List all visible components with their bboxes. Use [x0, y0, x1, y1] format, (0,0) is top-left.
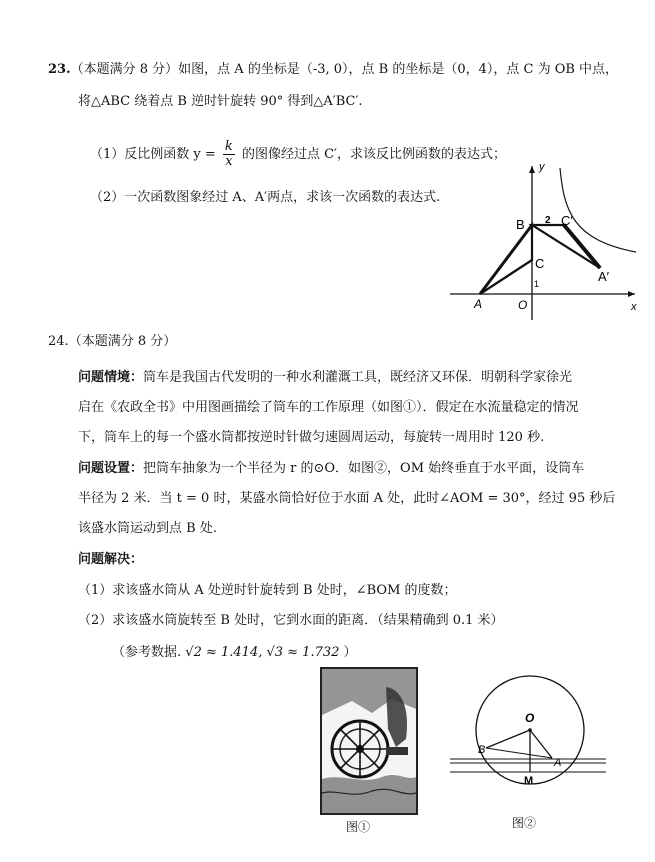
label-Aprime: A′ [598, 269, 610, 284]
q23-header: （本题满分 8 分）如图，点 A 的坐标是（-3, 0），点 B 的坐标是（0，4），点 C 为 OB 中点， [70, 62, 619, 77]
q24-header: （本题满分 8 分） [68, 334, 177, 349]
segment-BA [486, 748, 552, 758]
radius-OA [530, 730, 552, 758]
q24-p1-l1 [78, 366, 572, 385]
q24-p1-title: 问题情境： [78, 370, 144, 385]
q24-circle-figure [448, 672, 608, 812]
q24-number: 24. [48, 334, 69, 349]
q24-reference-data [112, 641, 357, 660]
q24-p2-l1 [78, 457, 584, 476]
q24-ref-label: （参考数据. [112, 645, 182, 660]
fraction-k-over-x [223, 140, 235, 169]
q24-p2-l2: 半径为 2 米．当 t = 0 时，某盛水筒恰好位于水面 A 处，此时∠AOM = 30°，经过 95 秒后 [78, 491, 616, 506]
label-A: A [554, 757, 562, 769]
q24-header-line [48, 330, 176, 349]
label-O: O [525, 711, 535, 725]
fig1-caption: 图① [346, 820, 371, 834]
segment-CpAp [564, 225, 600, 268]
waterwheel-illustration [320, 667, 418, 815]
q23-part1-pre: （1）反比例函数 y = [90, 147, 216, 162]
label-M: M [524, 775, 534, 787]
label-Cprime: C′ [561, 213, 573, 228]
hyperbola-curve [560, 168, 636, 252]
q24-p2-l1-text: 把筒车抽象为一个半径为 r 的⊙O．如图②，OM 始终垂直于水平面，设筒车 [143, 461, 585, 476]
fraction-denominator: x [225, 154, 233, 169]
q24-p1-l3: 下，筒车上的每一个盛水筒都按逆时针做匀速圆周运动，每旋转一周用时 120 秒. [78, 430, 545, 445]
label-1: 1 [534, 279, 540, 289]
segment-AB [480, 225, 532, 294]
label-A: A [474, 297, 483, 311]
fraction-numerator: k [224, 139, 233, 154]
q24-part2: （2）求该盛水筒旋转至 B 处时，它到水面的距离．（结果精确到 0.1 米） [78, 613, 504, 628]
label-2: 2 [545, 215, 551, 226]
label-O: O [518, 298, 528, 312]
label-B: B [516, 217, 525, 232]
q24-ref-end: ） [343, 645, 357, 660]
q24-p2-title: 问题设置： [78, 461, 144, 476]
q23-part1-post: 的图像经过点 C′，求该反比例函数的表达式； [241, 147, 506, 162]
waterwheel-drawing [322, 669, 416, 813]
q24-part1: （1）求该盛水筒从 A 处逆时针旋转到 B 处时，∠BOM 的度数； [78, 583, 457, 598]
q24-p1-l1-text: 筒车是我国古代发明的一种水利灌溉工具，既经济又环保．明朝科学家徐光 [143, 370, 573, 385]
q23-line2: 将△ABC 绕着点 B 逆时针旋转 90° 得到△A′BC′. [78, 94, 363, 109]
q24-ref-math: √2 ≈ 1.414, √3 ≈ 1.732 [185, 645, 340, 660]
q23-part2: （2）一次函数图象经过 A、A′两点，求该一次函数的表达式. [90, 190, 441, 205]
q23-coordinate-figure [440, 160, 640, 322]
label-y: y [539, 161, 545, 173]
q24-p1-l2: 启在《农政全书》中用图画描绘了筒车的工作原理（如图①）．假定在水流量稳定的情况 [78, 400, 579, 415]
segment-AC [480, 260, 532, 294]
q23-number: 23. [48, 62, 71, 77]
q23-header-line [48, 58, 618, 77]
x-axis-arrow [628, 291, 635, 297]
radius-OB [486, 730, 530, 748]
q24-p2-l3: 该盛水筒运动到点 B 处. [78, 521, 217, 536]
label-B: B [478, 744, 486, 756]
y-axis-arrow [529, 166, 535, 173]
fig2-caption: 图② [512, 816, 537, 830]
q24-p3-title: 问题解决： [78, 552, 144, 567]
label-C: C [535, 256, 545, 271]
label-x: x [631, 301, 637, 313]
